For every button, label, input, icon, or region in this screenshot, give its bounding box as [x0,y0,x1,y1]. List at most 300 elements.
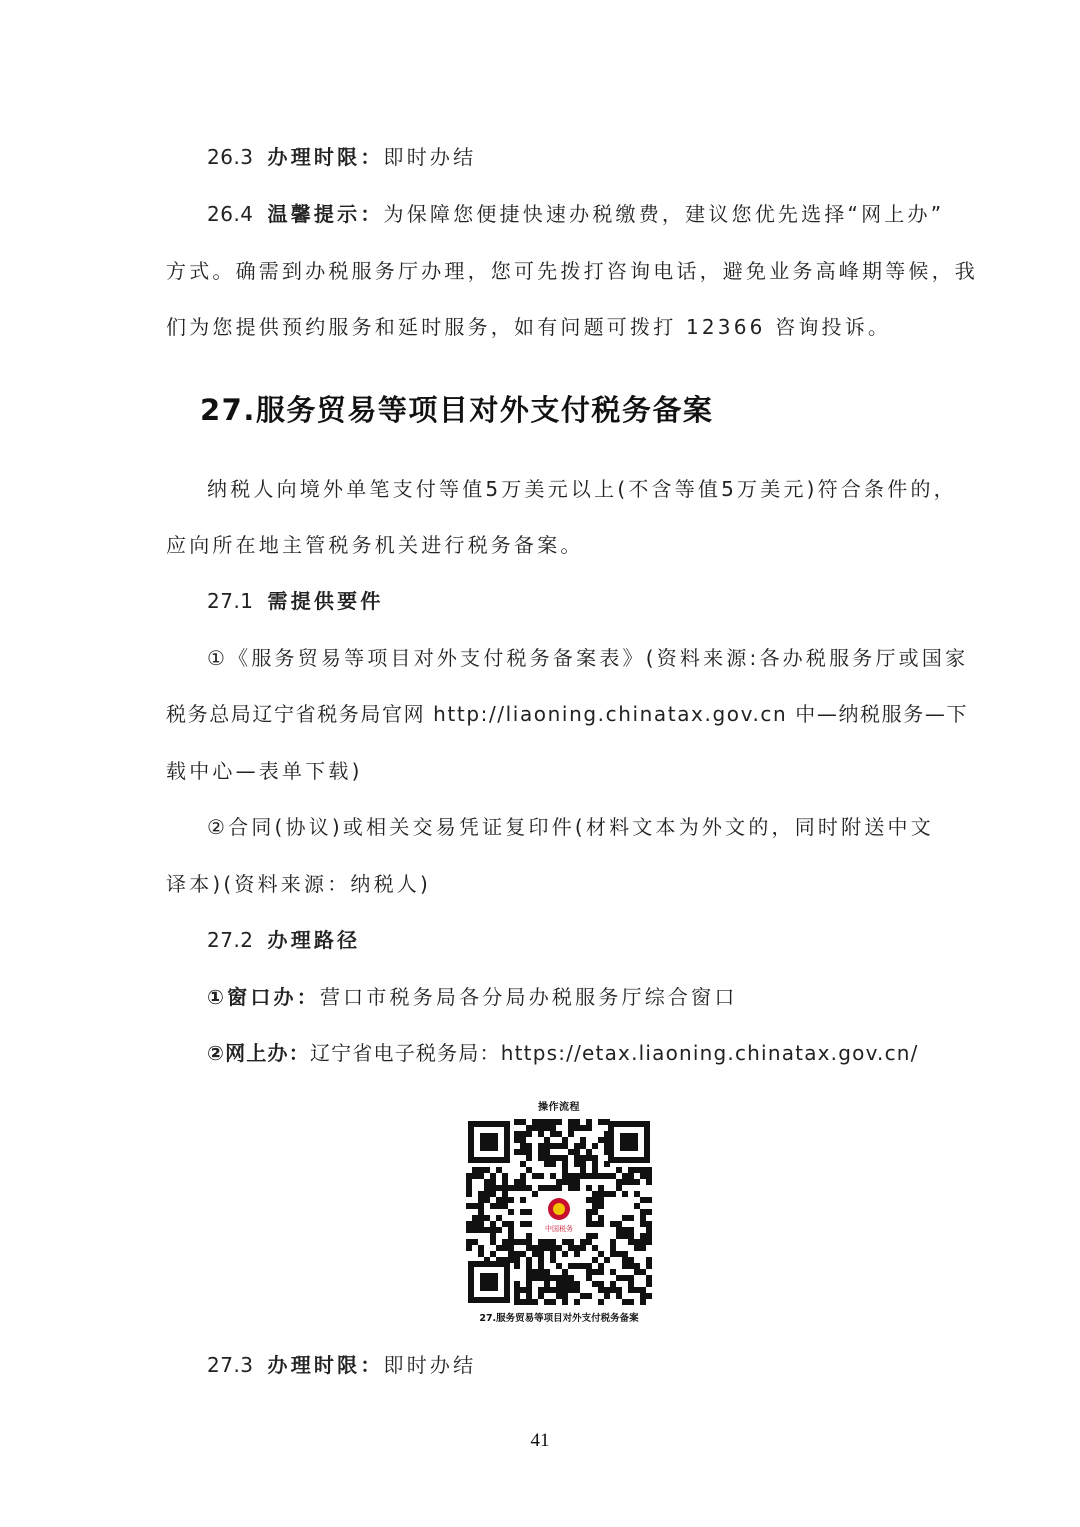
qr-module [574,1143,580,1149]
qr-module [634,1191,640,1197]
qr-module [532,1269,538,1275]
qr-module [598,1119,604,1125]
qr-module [484,1215,490,1221]
qr-module [502,1203,508,1209]
qr-module [538,1287,544,1293]
qr-module [610,1221,616,1227]
qr-module [550,1275,556,1281]
qr-module [490,1239,496,1245]
qr-module [610,1287,616,1293]
qr-module [574,1287,580,1293]
qr-module [520,1299,526,1305]
paragraph-line: 为保障您便捷快速办税缴费，建议您优先选择“网上办” [383,202,945,226]
path-text: 辽宁省电子税务局：https://etax.liaoning.chinatax.gov.cn/ [309,1041,919,1065]
qr-module [514,1299,520,1305]
qr-module [526,1281,532,1287]
qr-module [550,1119,556,1125]
qr-module [598,1221,604,1227]
qr-module [640,1293,646,1299]
qr-module [622,1179,628,1185]
qr-module [574,1185,580,1191]
qr-module [580,1143,586,1149]
qr-module [640,1299,646,1305]
qr-module [538,1143,544,1149]
qr-module [574,1125,580,1131]
qr-module [478,1215,484,1221]
qr-module [550,1131,556,1137]
qr-module [622,1233,628,1239]
qr-module [640,1233,646,1239]
qr-module [640,1173,646,1179]
qr-module [634,1287,640,1293]
section-text: 即时办结 [383,145,477,169]
qr-module [478,1251,484,1257]
qr-module [496,1245,502,1251]
path-online [207,1039,919,1067]
qr-module [628,1239,634,1245]
paragraph-line: 纳税人向境外单笔支付等值5万美元以上(不含等值5万美元)符合条件的， [207,477,957,501]
section-26-3 [207,143,476,171]
qr-module [466,1185,472,1191]
qr-module [622,1227,628,1233]
qr-module [628,1227,634,1233]
qr-module [538,1269,544,1275]
qr-module [544,1149,550,1155]
qr-module [622,1215,628,1221]
qr-module [568,1179,574,1185]
qr-module [508,1245,514,1251]
qr-module [586,1233,592,1239]
qr-module [586,1173,592,1179]
qr-module [490,1191,496,1197]
qr-module [514,1263,520,1269]
qr-module [478,1221,484,1227]
qr-module [556,1275,562,1281]
qr-module [574,1173,580,1179]
qr-module [484,1185,490,1191]
qr-module [562,1143,568,1149]
qr-module [472,1227,478,1233]
qr-module [472,1239,478,1245]
qr-module [538,1239,544,1245]
qr-module [466,1221,472,1227]
qr-module [604,1293,610,1299]
qr-module [610,1281,616,1287]
qr-module [634,1203,640,1209]
qr-module [532,1173,538,1179]
section-27-1 [207,587,384,615]
path-window [207,983,738,1011]
qr-module [526,1239,532,1245]
qr-module [646,1173,652,1179]
qr-module [634,1239,640,1245]
qr-module [520,1131,526,1137]
qr-module [556,1143,562,1149]
qr-module [646,1221,652,1227]
qr-module [514,1179,520,1185]
qr-module [532,1251,538,1257]
qr-module [586,1275,592,1281]
qr-code[interactable] [464,1117,654,1307]
qr-module [526,1209,532,1215]
qr-module [640,1215,646,1221]
qr-module [640,1269,646,1275]
qr-module [556,1119,562,1125]
qr-module [634,1269,640,1275]
qr-module [490,1221,496,1227]
qr-module [502,1245,508,1251]
qr-module [568,1119,574,1125]
qr-module [508,1221,514,1227]
qr-module [640,1209,646,1215]
section-heading: 27.服务贸易等项目对外支付税务备案 [200,393,714,427]
qr-module [616,1185,622,1191]
qr-module [520,1149,526,1155]
qr-module [472,1167,478,1173]
qr-module [544,1245,550,1251]
qr-module [478,1173,484,1179]
qr-module [592,1245,598,1251]
qr-module [598,1251,604,1257]
qr-module [526,1269,532,1275]
section-label: 办理路径 [267,928,361,952]
qr-module [592,1281,598,1287]
qr-module [598,1263,604,1269]
qr-module [586,1215,592,1221]
qr-module [514,1239,520,1245]
qr-module [514,1131,520,1137]
qr-module [526,1185,532,1191]
qr-module [568,1263,574,1269]
qr-module [556,1287,562,1293]
qr-module [544,1155,550,1161]
qr-module [622,1173,628,1179]
qr-module [520,1239,526,1245]
qr-module [562,1275,568,1281]
qr-module [586,1125,592,1131]
qr-module [646,1275,652,1281]
qr-module [544,1281,550,1287]
qr-module [568,1131,574,1137]
qr-module [526,1167,532,1173]
qr-module [538,1275,544,1281]
qr-module [592,1143,598,1149]
qr-module [490,1233,496,1239]
paragraph-line: 税务总局辽宁省税务局官网 http://liaoning.chinatax.gov.cn 中—纳税服务—下 [166,702,969,726]
qr-module [484,1167,490,1173]
qr-module [514,1119,520,1125]
qr-module [592,1233,598,1239]
qr-module [496,1167,502,1173]
qr-module [592,1203,598,1209]
qr-module [490,1227,496,1233]
qr-module [568,1173,574,1179]
qr-module [502,1221,508,1227]
qr-module [556,1281,562,1287]
qr-module [508,1209,514,1215]
qr-module [556,1245,562,1251]
qr-module [496,1197,502,1203]
qr-module [472,1173,478,1179]
qr-module [592,1161,598,1167]
qr-module [628,1263,634,1269]
qr-module [508,1239,514,1245]
qr-module [526,1275,532,1281]
qr-module [556,1131,562,1137]
qr-module [556,1293,562,1299]
qr-module [538,1257,544,1263]
qr-module [550,1239,556,1245]
qr-module [640,1239,646,1245]
qr-module [526,1293,532,1299]
qr-module [574,1119,580,1125]
qr-module [604,1173,610,1179]
qr-module [538,1155,544,1161]
qr-module [556,1155,562,1161]
qr-module [520,1197,526,1203]
qr-module [640,1287,646,1293]
qr-module [478,1197,484,1203]
qr-module [532,1245,538,1251]
qr-module [550,1245,556,1251]
qr-module [490,1203,496,1209]
qr-module [592,1209,598,1215]
qr-module [502,1191,508,1197]
qr-module [562,1239,568,1245]
qr-module [544,1185,550,1191]
qr-module [514,1281,520,1287]
qr-module [490,1251,496,1257]
qr-module [598,1197,604,1203]
qr-module [610,1251,616,1257]
qr-module [478,1203,484,1209]
section-label: 温馨提示： [267,202,384,226]
section-label: 需提供要件 [267,589,384,613]
qr-module [550,1155,556,1161]
qr-module [562,1281,568,1287]
qr-module [568,1281,574,1287]
qr-module [562,1293,568,1299]
qr-module [520,1209,526,1215]
qr-module [514,1257,520,1263]
qr-module [562,1251,568,1257]
qr-module [526,1131,532,1137]
section-number: 27.3 [207,1353,254,1377]
qr-module [466,1245,472,1251]
qr-module [508,1185,514,1191]
qr-module [544,1137,550,1143]
qr-module [466,1173,472,1179]
qr-module [628,1287,634,1293]
path-text: 营口市税务局各分局办税服务厅综合窗口 [319,985,738,1009]
paragraph-line: 应向所在地主管税务机关进行税务备案。 [166,533,584,557]
qr-module [592,1191,598,1197]
page-number: 41 [530,1430,550,1451]
qr-module [646,1197,652,1203]
qr-module [568,1287,574,1293]
qr-caption: 27.服务贸易等项目对外支付税务备案 [479,1313,639,1324]
qr-module [592,1167,598,1173]
qr-module [538,1173,544,1179]
section-label: 办理时限： [267,1353,384,1377]
qr-module [466,1239,472,1245]
qr-module [508,1227,514,1233]
qr-module [520,1251,526,1257]
qr-module [580,1155,586,1161]
qr-module [562,1155,568,1161]
qr-module [574,1161,580,1167]
qr-module [592,1221,598,1227]
paragraph-line: 们为您提供预约服务和延时服务，如有问题可拨打 12366 咨询投诉。 [166,315,892,339]
qr-module [484,1227,490,1233]
qr-block [462,1098,656,1324]
qr-module [604,1287,610,1293]
qr-module [562,1179,568,1185]
qr-module [574,1299,580,1305]
qr-title: 操作流程 [538,1102,580,1113]
qr-module [550,1251,556,1257]
section-label: 办理时限： [267,145,384,169]
qr-module [646,1209,652,1215]
qr-module [628,1167,634,1173]
qr-module [556,1179,562,1185]
qr-module [562,1269,568,1275]
qr-module [544,1143,550,1149]
qr-module [580,1161,586,1167]
qr-module [472,1203,478,1209]
qr-module [610,1173,616,1179]
qr-module [520,1137,526,1143]
qr-module [586,1209,592,1215]
qr-module [568,1275,574,1281]
qr-module [580,1137,586,1143]
qr-module [628,1257,634,1263]
qr-module [634,1245,640,1251]
qr-module [598,1281,604,1287]
qr-module [520,1161,526,1167]
qr-module [586,1149,592,1155]
qr-module [514,1293,520,1299]
qr-module [526,1263,532,1269]
paragraph-line: 方式。确需到办税服务厅办理，您可先拨打咨询电话，避免业务高峰期等候，我 [166,259,978,283]
qr-module [526,1287,532,1293]
qr-module [586,1221,592,1227]
qr-module [502,1179,508,1185]
qr-module [598,1137,604,1143]
qr-module [532,1191,538,1197]
qr-module [616,1167,622,1173]
qr-module [580,1239,586,1245]
qr-module [484,1197,490,1203]
qr-module [520,1221,526,1227]
qr-module [532,1119,538,1125]
qr-module [562,1299,568,1305]
qr-module [646,1293,652,1299]
qr-module [562,1167,568,1173]
qr-module [592,1173,598,1179]
qr-module [586,1185,592,1191]
qr-module [508,1251,514,1257]
qr-module [568,1125,574,1131]
qr-module [622,1251,628,1257]
qr-module [586,1269,592,1275]
qr-module [610,1269,616,1275]
section-27-2 [207,926,360,954]
qr-module [622,1257,628,1263]
qr-module [490,1179,496,1185]
qr-module [622,1191,628,1197]
qr-module [628,1281,634,1287]
qr-module [598,1185,604,1191]
qr-module [562,1287,568,1293]
qr-module [610,1245,616,1251]
qr-module [502,1185,508,1191]
qr-module [646,1179,652,1185]
qr-module [544,1161,550,1167]
qr-module [598,1299,604,1305]
qr-module [478,1191,484,1197]
qr-module [574,1155,580,1161]
qr-module [568,1149,574,1155]
qr-module [532,1299,538,1305]
logo-text: 中国税务 [545,1225,573,1233]
qr-module [616,1221,622,1227]
qr-module [586,1239,592,1245]
qr-module [622,1275,628,1281]
qr-module [520,1143,526,1149]
section-text: 即时办结 [383,1353,477,1377]
qr-module [598,1203,604,1209]
section-number: 26.3 [207,145,254,169]
qr-module [640,1167,646,1173]
qr-module [616,1251,622,1257]
qr-module [592,1257,598,1263]
qr-module [520,1179,526,1185]
qr-module [514,1287,520,1293]
qr-module [478,1209,484,1215]
qr-module [604,1257,610,1263]
qr-module [478,1245,484,1251]
qr-module [646,1167,652,1173]
qr-module [544,1119,550,1125]
qr-module [646,1239,652,1245]
qr-module [544,1125,550,1131]
qr-module [592,1269,598,1275]
qr-module [610,1191,616,1197]
qr-module [478,1227,484,1233]
qr-module [586,1155,592,1161]
qr-module [526,1143,532,1149]
qr-module [532,1275,538,1281]
qr-module [508,1197,514,1203]
qr-module [622,1299,628,1305]
qr-module [544,1287,550,1293]
qr-module [538,1149,544,1155]
qr-module [520,1185,526,1191]
qr-module [550,1287,556,1293]
qr-module [466,1203,472,1209]
qr-module [568,1239,574,1245]
qr-module [646,1233,652,1239]
qr-module [628,1179,634,1185]
qr-module [544,1269,550,1275]
qr-module [520,1173,526,1179]
qr-module [490,1185,496,1191]
qr-module [526,1245,532,1251]
qr-module [550,1185,556,1191]
qr-module [496,1227,502,1233]
qr-module [550,1161,556,1167]
